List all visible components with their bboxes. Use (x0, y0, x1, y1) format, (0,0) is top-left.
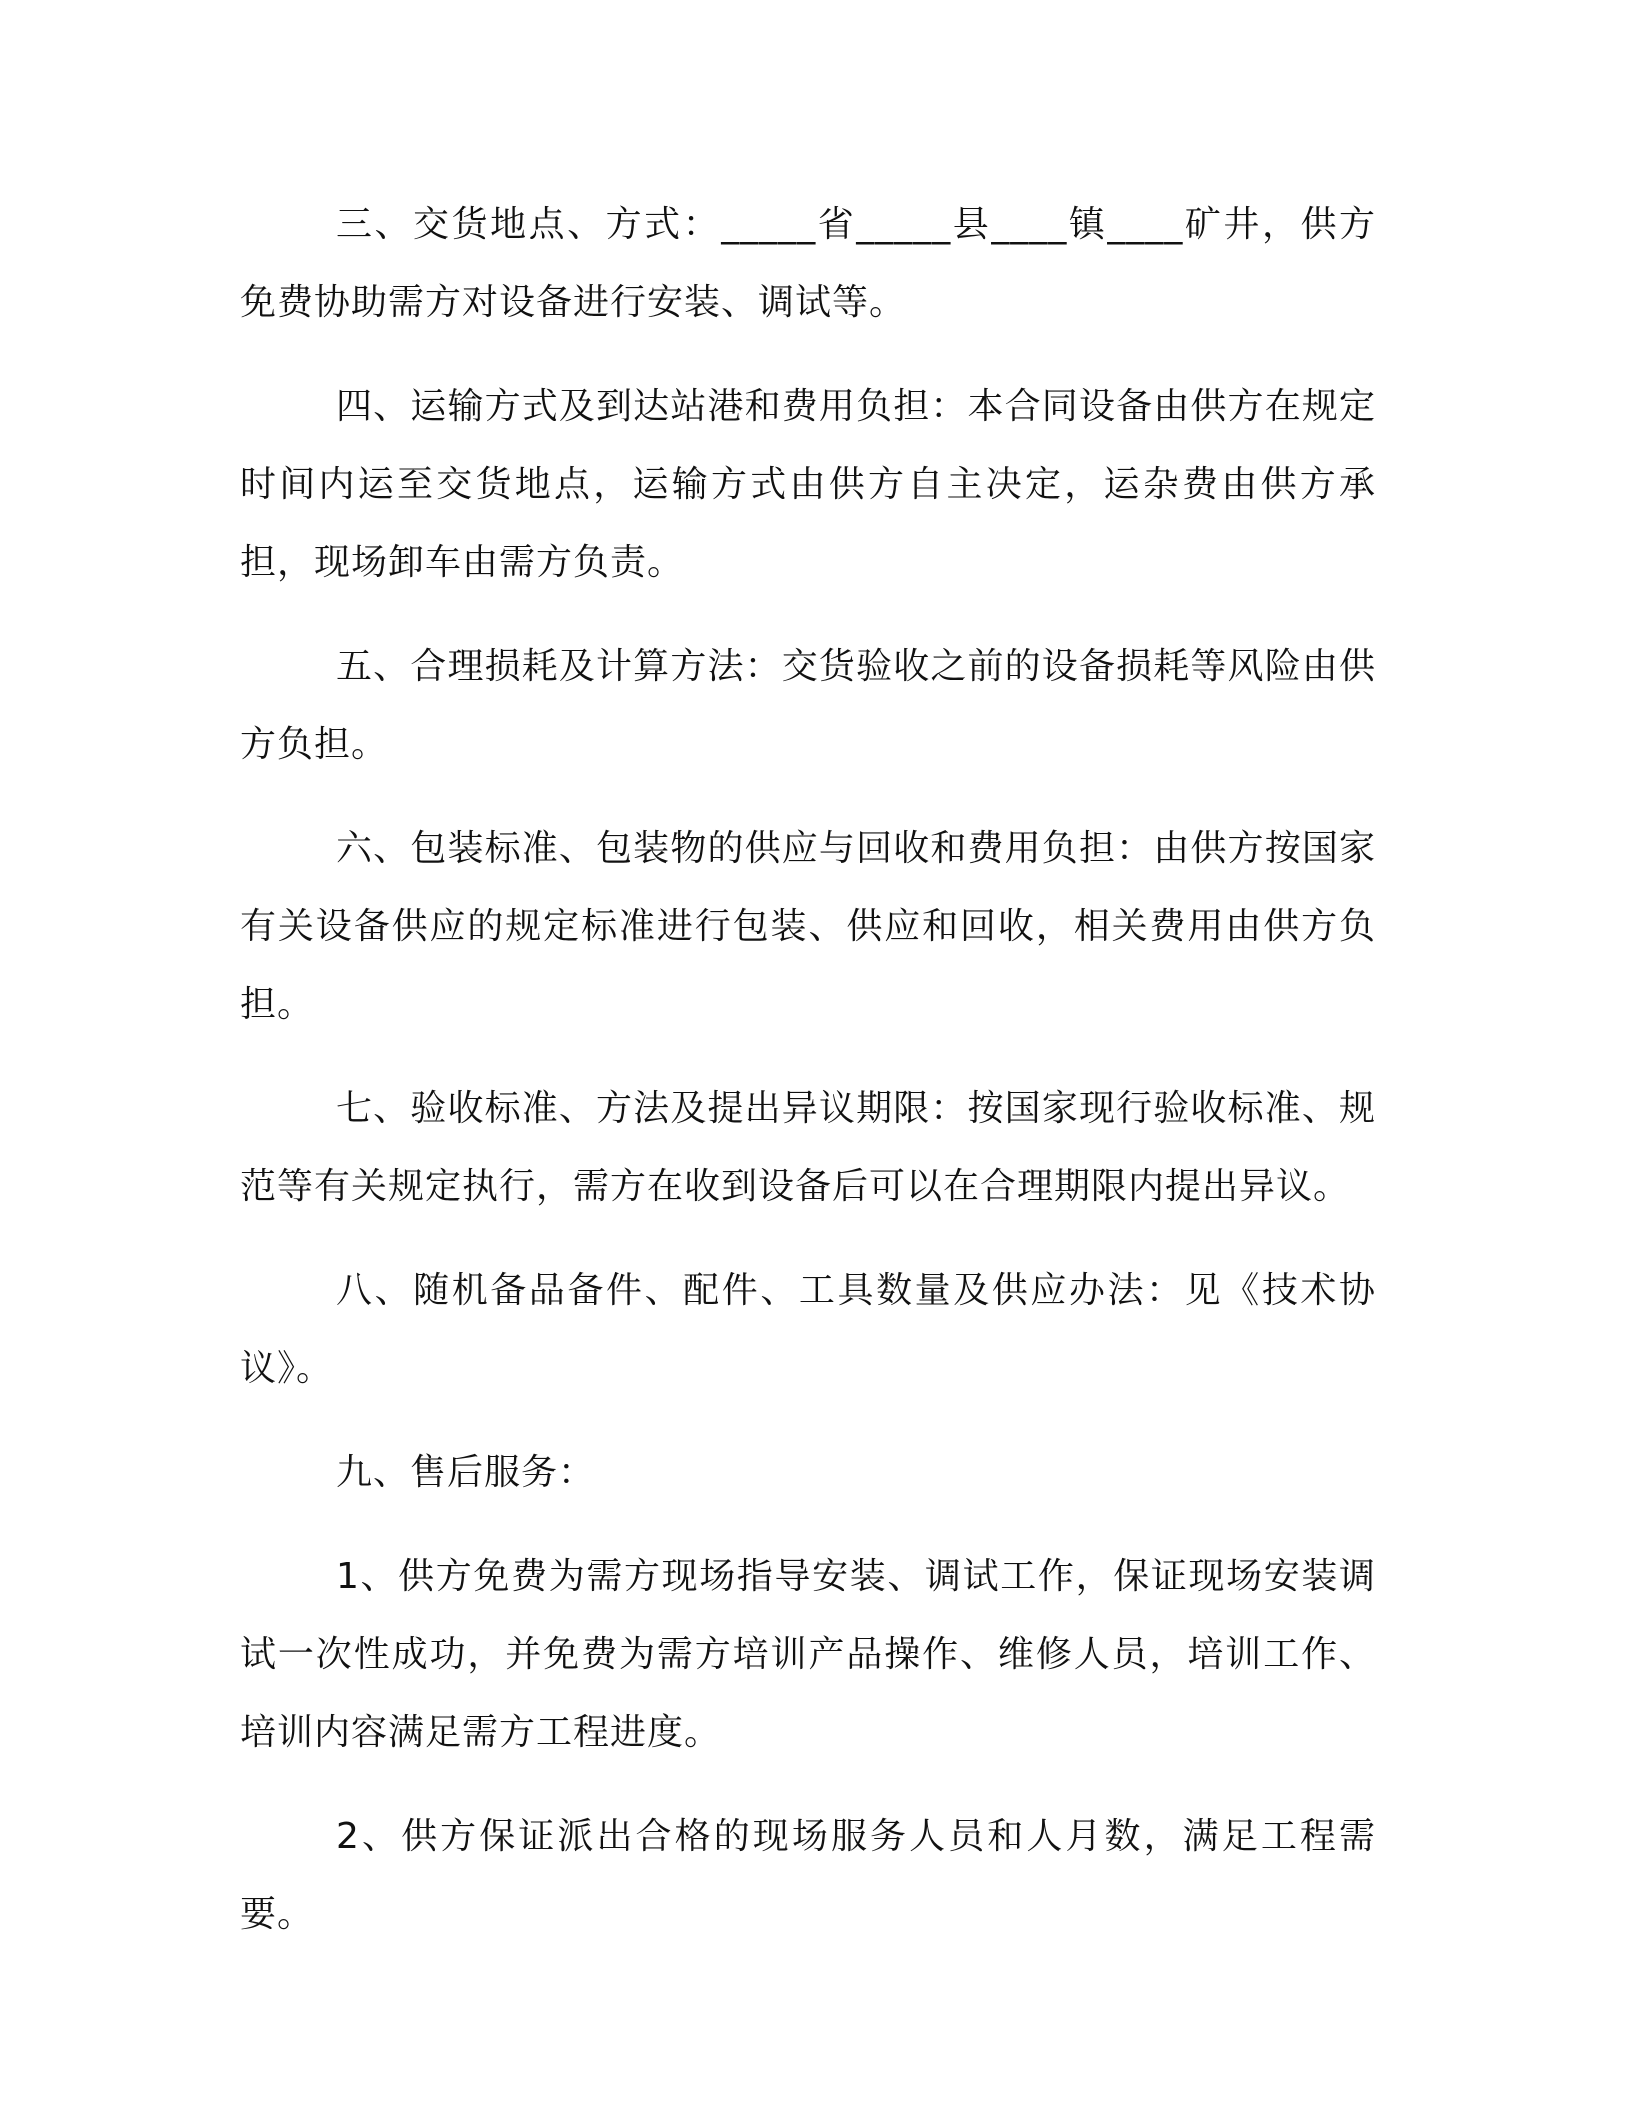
after-sales-item-1: 1、供方免费为需方现场指导安装、调试工作，保证现场安装调试一次性成功，并免费为需方培训产品操作、维修人员，培训工作、培训内容满足需方工程进度。 (240, 1556, 1376, 1753)
clause-5-loss: 五、合理损耗及计算方法：交货验收之前的设备损耗等风险由供方负担。 (240, 646, 1376, 765)
clause-3-delivery: 三、交货地点、方式：_____省_____县____镇____矿井，供方免费协助需方对设备进行安装、调试等。 (240, 204, 1376, 323)
document-body (240, 186, 1376, 1980)
clause-4-transport: 四、运输方式及到达站港和费用负担：本合同设备由供方在规定时间内运至交货地点，运输方式由供方自主决定，运杂费由供方承担，现场卸车由需方负责。 (240, 386, 1376, 583)
clause-8-spare-parts: 八、随机备品备件、配件、工具数量及供应办法：见《技术协议》。 (240, 1270, 1376, 1389)
after-sales-item-2: 2、供方保证派出合格的现场服务人员和人月数，满足工程需要。 (240, 1816, 1376, 1935)
clause-6-packaging: 六、包装标准、包装物的供应与回收和费用负担：由供方按国家有关设备供应的规定标准进行包装、供应和回收，相关费用由供方负担。 (240, 828, 1376, 1025)
clause-9-after-sales-heading: 九、售后服务： (336, 1452, 596, 1493)
clause-7-acceptance: 七、验收标准、方法及提出异议期限：按国家现行验收标准、规范等有关规定执行，需方在收到设备后可以在合理期限内提出异议。 (240, 1088, 1376, 1207)
